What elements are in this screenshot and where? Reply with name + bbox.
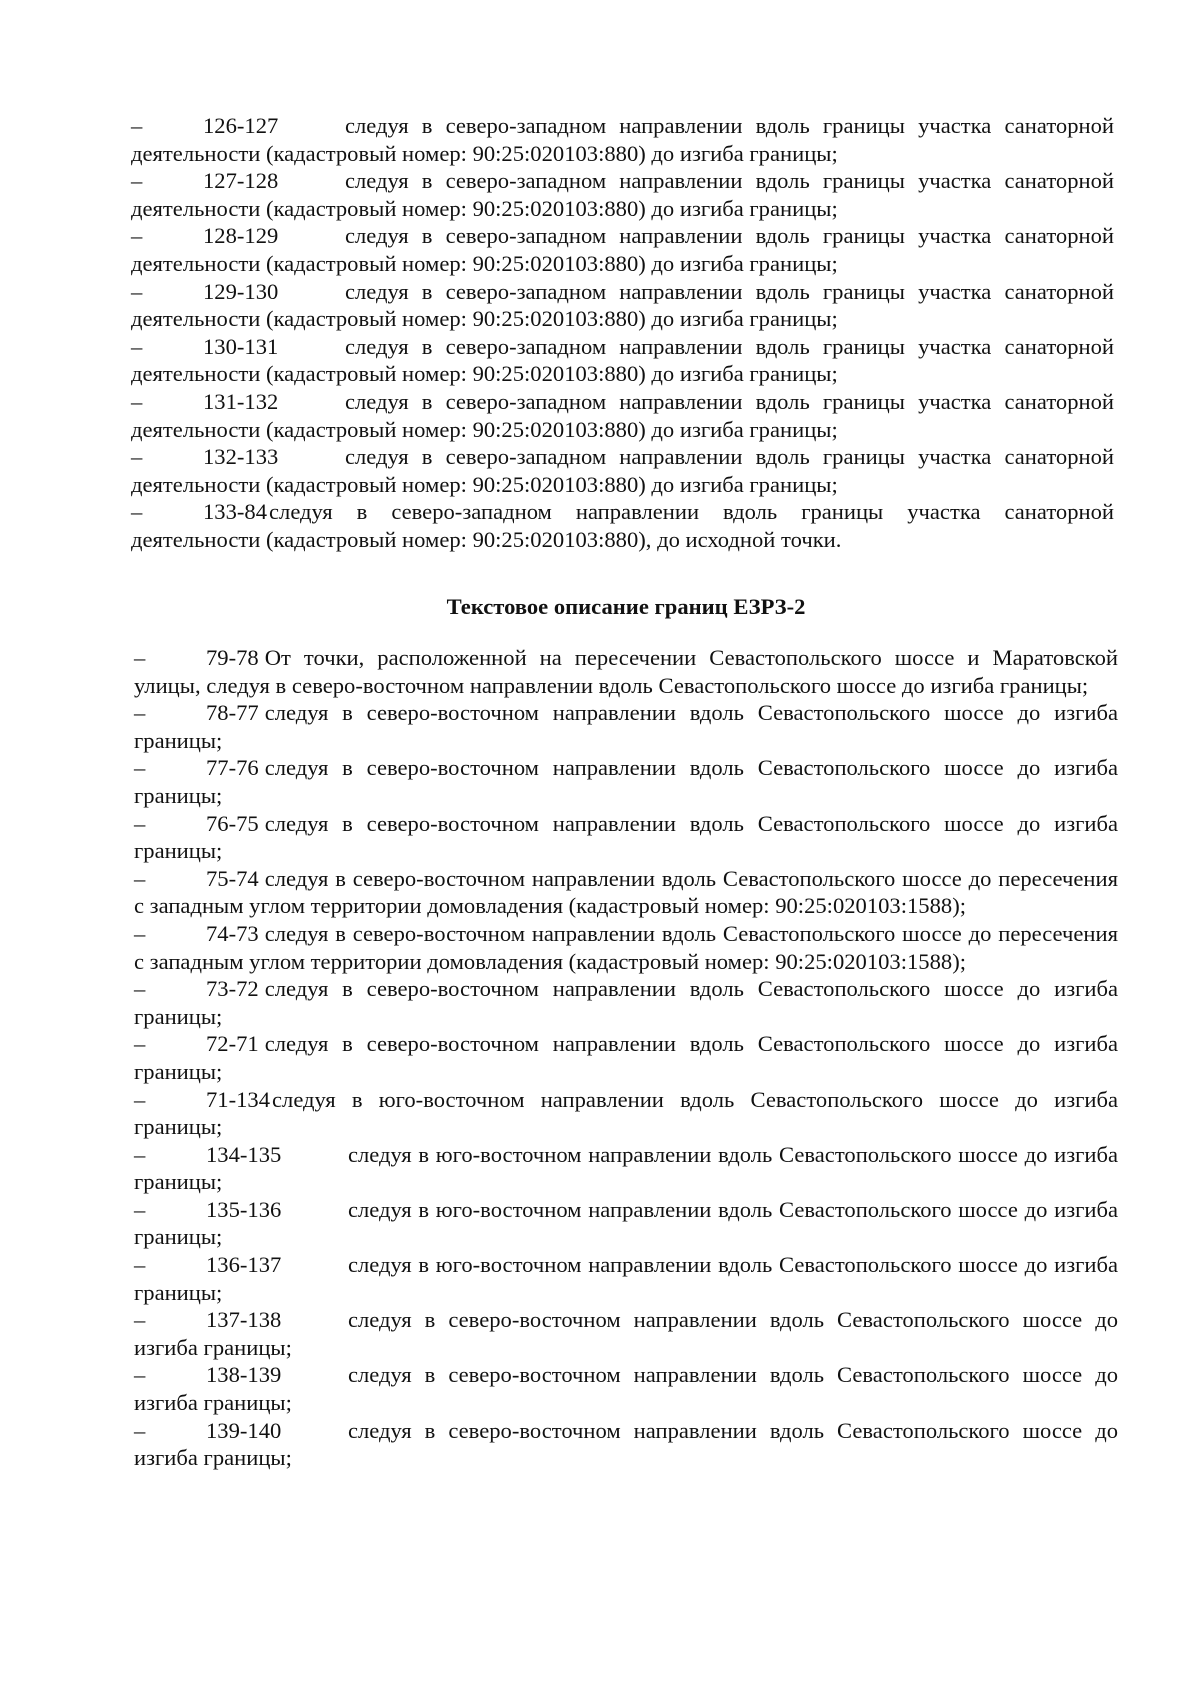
segment-description: следуя в северо-восточном направлении вдоль Севастопольского шоссе до изгиба границы; [134,976,1118,1029]
boundary-entry [134,699,1118,754]
segment-description: следуя в юго-восточном направлении вдоль Севастопольского шоссе до изгиба границы; [134,1196,1118,1250]
segment-code: 135-136 [206,1196,282,1222]
boundary-list-section-1 [131,112,1114,554]
list-dash: – [131,333,143,359]
boundary-entry [131,498,1114,553]
list-dash: – [131,168,143,194]
boundary-entry [134,1086,1118,1141]
list-dash: – [134,1252,146,1278]
segment-description: следуя в северо-западном направлении вдоль границы участка санаторной деятельности (кадастровый номер: 90:25:020103:880) до изгиба границы; [131,113,1114,166]
list-dash: – [134,1086,146,1112]
segment-code: 131-132 [203,388,279,414]
boundary-entry [134,975,1118,1030]
list-dash: – [131,223,143,249]
boundary-entry [131,278,1114,333]
boundary-entry [134,1196,1118,1251]
list-dash: – [134,645,146,670]
segment-description: следуя в северо-восточном направлении вдоль Севастопольского шоссе до пересечения с западным углом территории домовладения (кадастровый номер: 90:25:020103:1588); [134,920,1118,974]
segment-code: 78-77 [206,700,259,726]
segment-code: 73-72 [206,976,259,1002]
list-dash: – [134,1196,146,1222]
boundary-entry [134,865,1118,920]
list-dash: – [134,700,146,726]
segment-code: 139-140 [206,1417,282,1443]
segment-description: следуя в северо-восточном направлении вдоль Севастопольского шоссе до изгиба границы; [134,1362,1118,1416]
boundary-entry [134,754,1118,809]
segment-description: следуя в северо-восточном направлении вдоль Севастопольского шоссе до пересечения с западным углом территории домовладения (кадастровый номер: 90:25:020103:1588); [134,865,1118,919]
boundary-entry [131,222,1114,277]
boundary-entry [134,920,1118,975]
boundary-entry [134,1141,1118,1196]
segment-code: 77-76 [206,755,259,781]
boundary-entry [131,112,1114,167]
boundary-entry [131,443,1114,498]
list-dash: – [134,1362,146,1388]
segment-code: 71-134 [206,1086,271,1112]
boundary-entry [131,333,1114,388]
segment-description: следуя в северо-восточном направлении вдоль Севастопольского шоссе до изгиба границы; [134,1307,1118,1360]
segment-code: 76-75 [206,810,259,836]
segment-description: следуя в северо-западном направлении вдоль границы участка санаторной деятельности (кадастровый номер: 90:25:020103:880) до изгиба границы; [131,388,1114,442]
segment-description: следуя в юго-восточном направлении вдоль Севастопольского шоссе до изгиба границы; [134,1252,1118,1305]
section-heading: Текстовое описание границ ЕЗРЗ-2 [446,594,806,619]
list-dash: – [131,278,143,304]
segment-description: следуя в северо-западном направлении вдоль границы участка санаторной деятельности (кадастровый номер: 90:25:020103:880) до изгиба границы; [131,168,1114,221]
segment-code: 72-71 [206,1031,259,1057]
list-dash: – [134,810,146,836]
segment-description: следуя в северо-западном направлении вдоль границы участка санаторной деятельности (кадастровый номер: 90:25:020103:880) до изгиба границы; [131,278,1114,332]
segment-code: 79-78 [206,645,259,670]
list-dash: – [134,1031,146,1057]
segment-code: 133-84 [203,499,268,525]
list-dash: – [131,444,143,470]
boundary-entry [134,810,1118,865]
list-dash: – [131,113,143,138]
list-dash: – [131,499,143,525]
boundary-entry [134,1251,1118,1306]
boundary-entry [131,388,1114,443]
segment-description: следуя в северо-восточном направлении вдоль Севастопольского шоссе до изгиба границы; [134,810,1118,864]
segment-code: 132-133 [203,444,279,470]
segment-code: 138-139 [206,1362,282,1388]
segment-description: следуя в северо-восточном направлении вдоль Севастопольского шоссе до изгиба границы; [134,1031,1118,1084]
segment-code: 128-129 [203,223,279,249]
boundary-entry [131,167,1114,222]
boundary-entry [134,1306,1118,1361]
segment-description: следуя в северо-восточном направлении вдоль Севастопольского шоссе до изгиба границы; [134,700,1118,753]
boundary-entry [134,644,1118,699]
segment-description: следуя в северо-восточном направлении вдоль Севастопольского шоссе до изгиба границы; [134,1417,1118,1471]
segment-code: 127-128 [203,168,279,194]
segment-description: От точки, расположенной на пересечении Севастопольского шоссе и Маратовской улицы, следуя в северо-восточном направлении вдоль Севастопольского шоссе до изгиба границы; [134,645,1118,698]
boundary-entry [134,1361,1118,1416]
boundary-entry [134,1030,1118,1085]
list-dash: – [134,1417,146,1443]
segment-code: 75-74 [206,865,259,891]
list-dash: – [134,976,146,1002]
segment-description: следуя в юго-восточном направлении вдоль Севастопольского шоссе до изгиба границы; [134,1086,1118,1140]
list-dash: – [131,388,143,414]
segment-code: 134-135 [206,1141,282,1167]
segment-description: следуя в северо-восточном направлении вдоль Севастопольского шоссе до изгиба границы; [134,755,1118,808]
segment-description: следуя в северо-западном направлении вдоль границы участка санаторной деятельности (кадастровый номер: 90:25:020103:880) до изгиба границы; [131,223,1114,276]
segment-description: следуя в северо-западном направлении вдоль границы участка санаторной деятельности (кадастровый номер: 90:25:020103:880) до изгиба границы; [131,444,1114,497]
segment-description: следуя в северо-западном направлении вдоль границы участка санаторной деятельности (кадастровый номер: 90:25:020103:880) до изгиба границы; [131,333,1114,387]
segment-code: 126-127 [203,113,279,138]
boundary-entry [134,1417,1118,1472]
boundary-list-section-2 [134,644,1118,1472]
segment-code: 74-73 [206,920,259,946]
segment-code: 136-137 [206,1252,282,1278]
list-dash: – [134,1141,146,1167]
segment-code: 129-130 [203,278,279,304]
list-dash: – [134,1307,146,1333]
segment-code: 130-131 [203,333,279,359]
segment-code: 137-138 [206,1307,282,1333]
list-dash: – [134,755,146,781]
segment-description: следуя в северо-западном направлении вдоль границы участка санаторной деятельности (кадастровый номер: 90:25:020103:880), до исходной точки. [131,499,1114,552]
list-dash: – [134,920,146,946]
list-dash: – [134,865,146,891]
segment-description: следуя в юго-восточном направлении вдоль Севастопольского шоссе до изгиба границы; [134,1141,1118,1195]
